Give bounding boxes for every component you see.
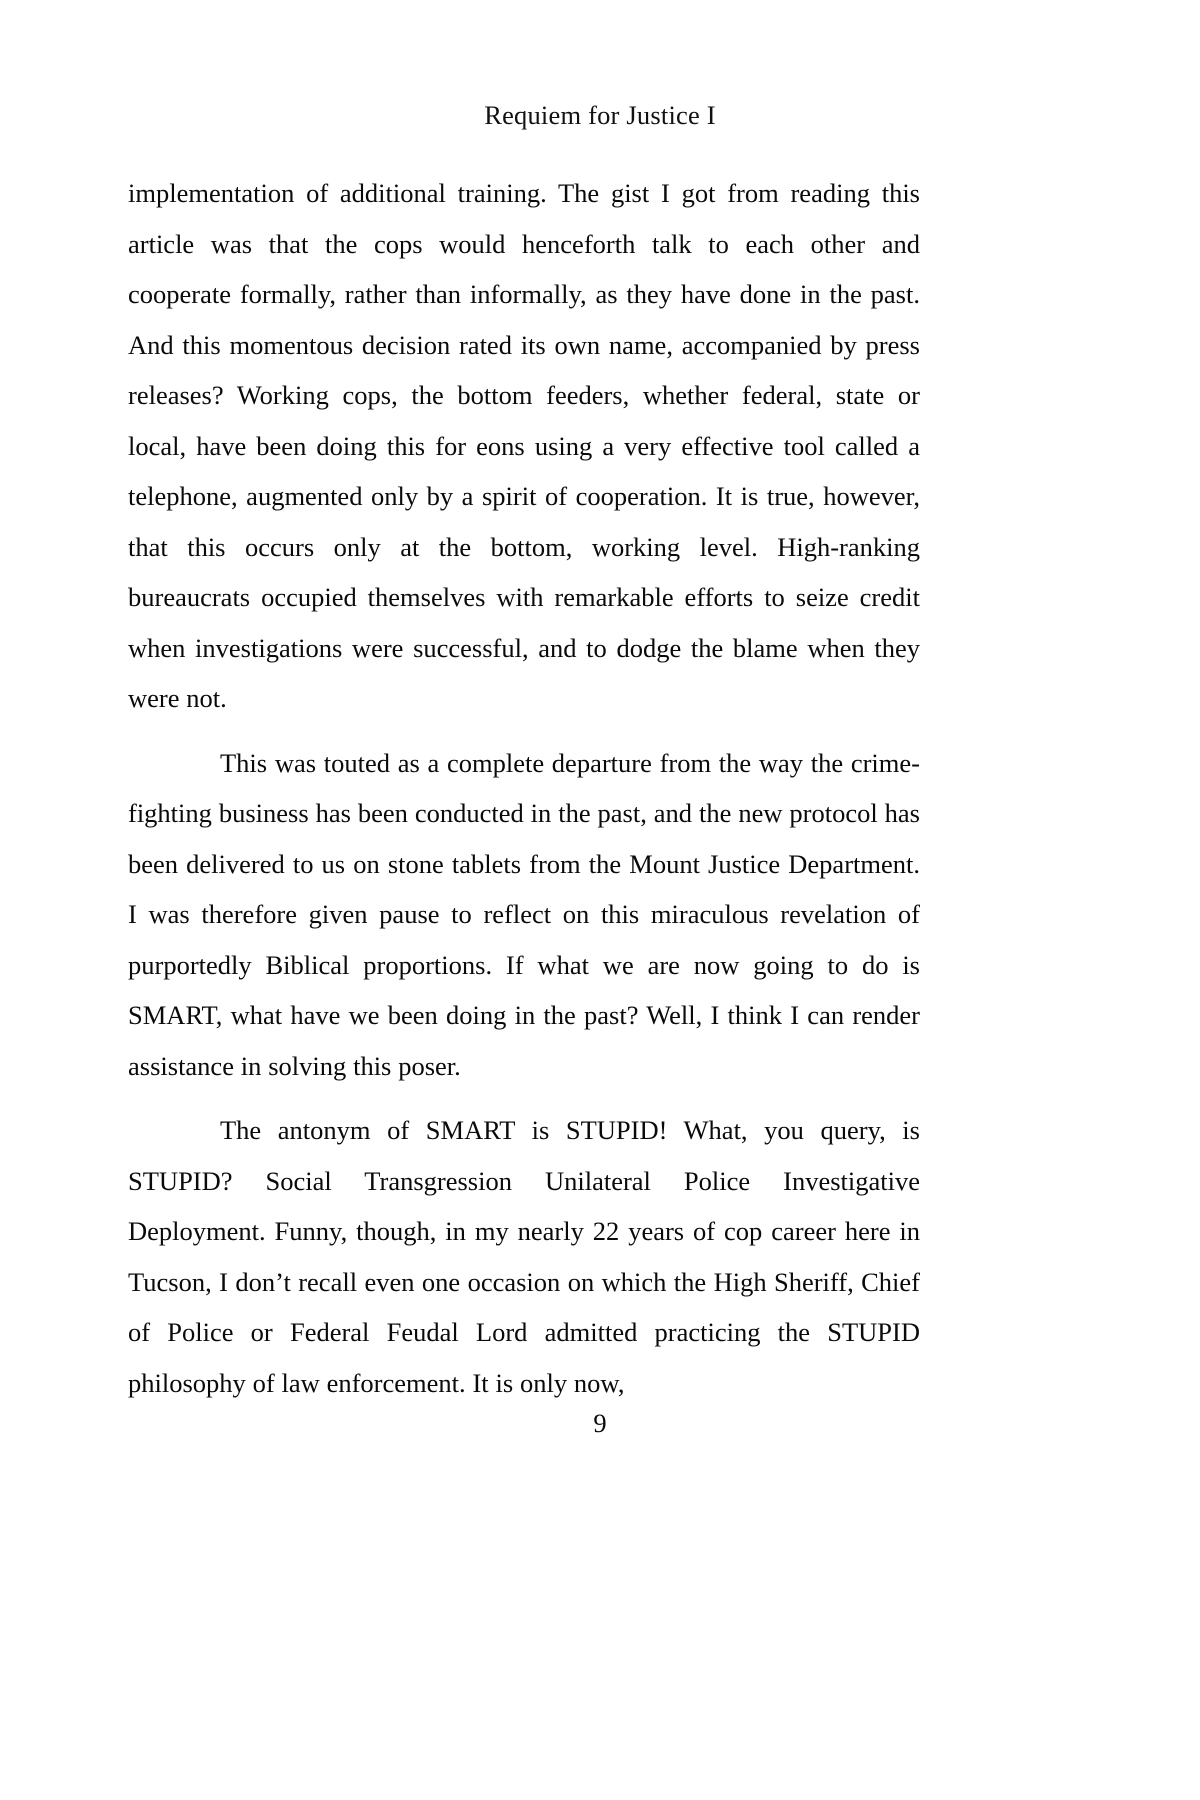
paragraph: implementation of additional training. The gist I got from reading this article was that the cops would henceforth talk to each other and cooperate formally, rather than informally, as they have done in the past. And this momentous decision rated its own name, accompanied by press releases? Working cops, the bottom feeders, whether federal, state or local, have been doing this for eons using a very effective tool called a telephone, augmented only by a spirit of cooperation. It is true, however, that this occurs only at the bottom, working level. High-ranking bureaucrats occupied themselves with remarkable efforts to seize credit when investigations were successful, and to dodge the blame when they were not. <box>128 178 920 713</box>
paragraph: This was touted as a complete departure from the way the crime-fighting business has been conducted in the past, and the new protocol has been delivered to us on stone tablets from the Mount Justice Department. I was therefore given pause to reflect on this miraculous revelation of purportedly Biblical proportions. If what we are now going to do is SMART, what have we been doing in the past? Well, I think I can render assistance in solving this poser. <box>128 747 920 1081</box>
body-text-block <box>128 168 920 1408</box>
running-head: Requiem for Justice I <box>484 100 716 130</box>
page-number: 9 <box>593 1408 607 1438</box>
paragraph: The antonym of SMART is STUPID! What, you query, is STUPID? Social Transgression Unilateral Police Investigative Deployment. Funny, though, in my nearly 22 years of cop career here in Tucson, I don’t recall even one occasion on which the High Sheriff, Chief of Police or Federal Feudal Lord admitted practicing the STUPID philosophy of law enforcement. It is only now, <box>128 1115 920 1398</box>
